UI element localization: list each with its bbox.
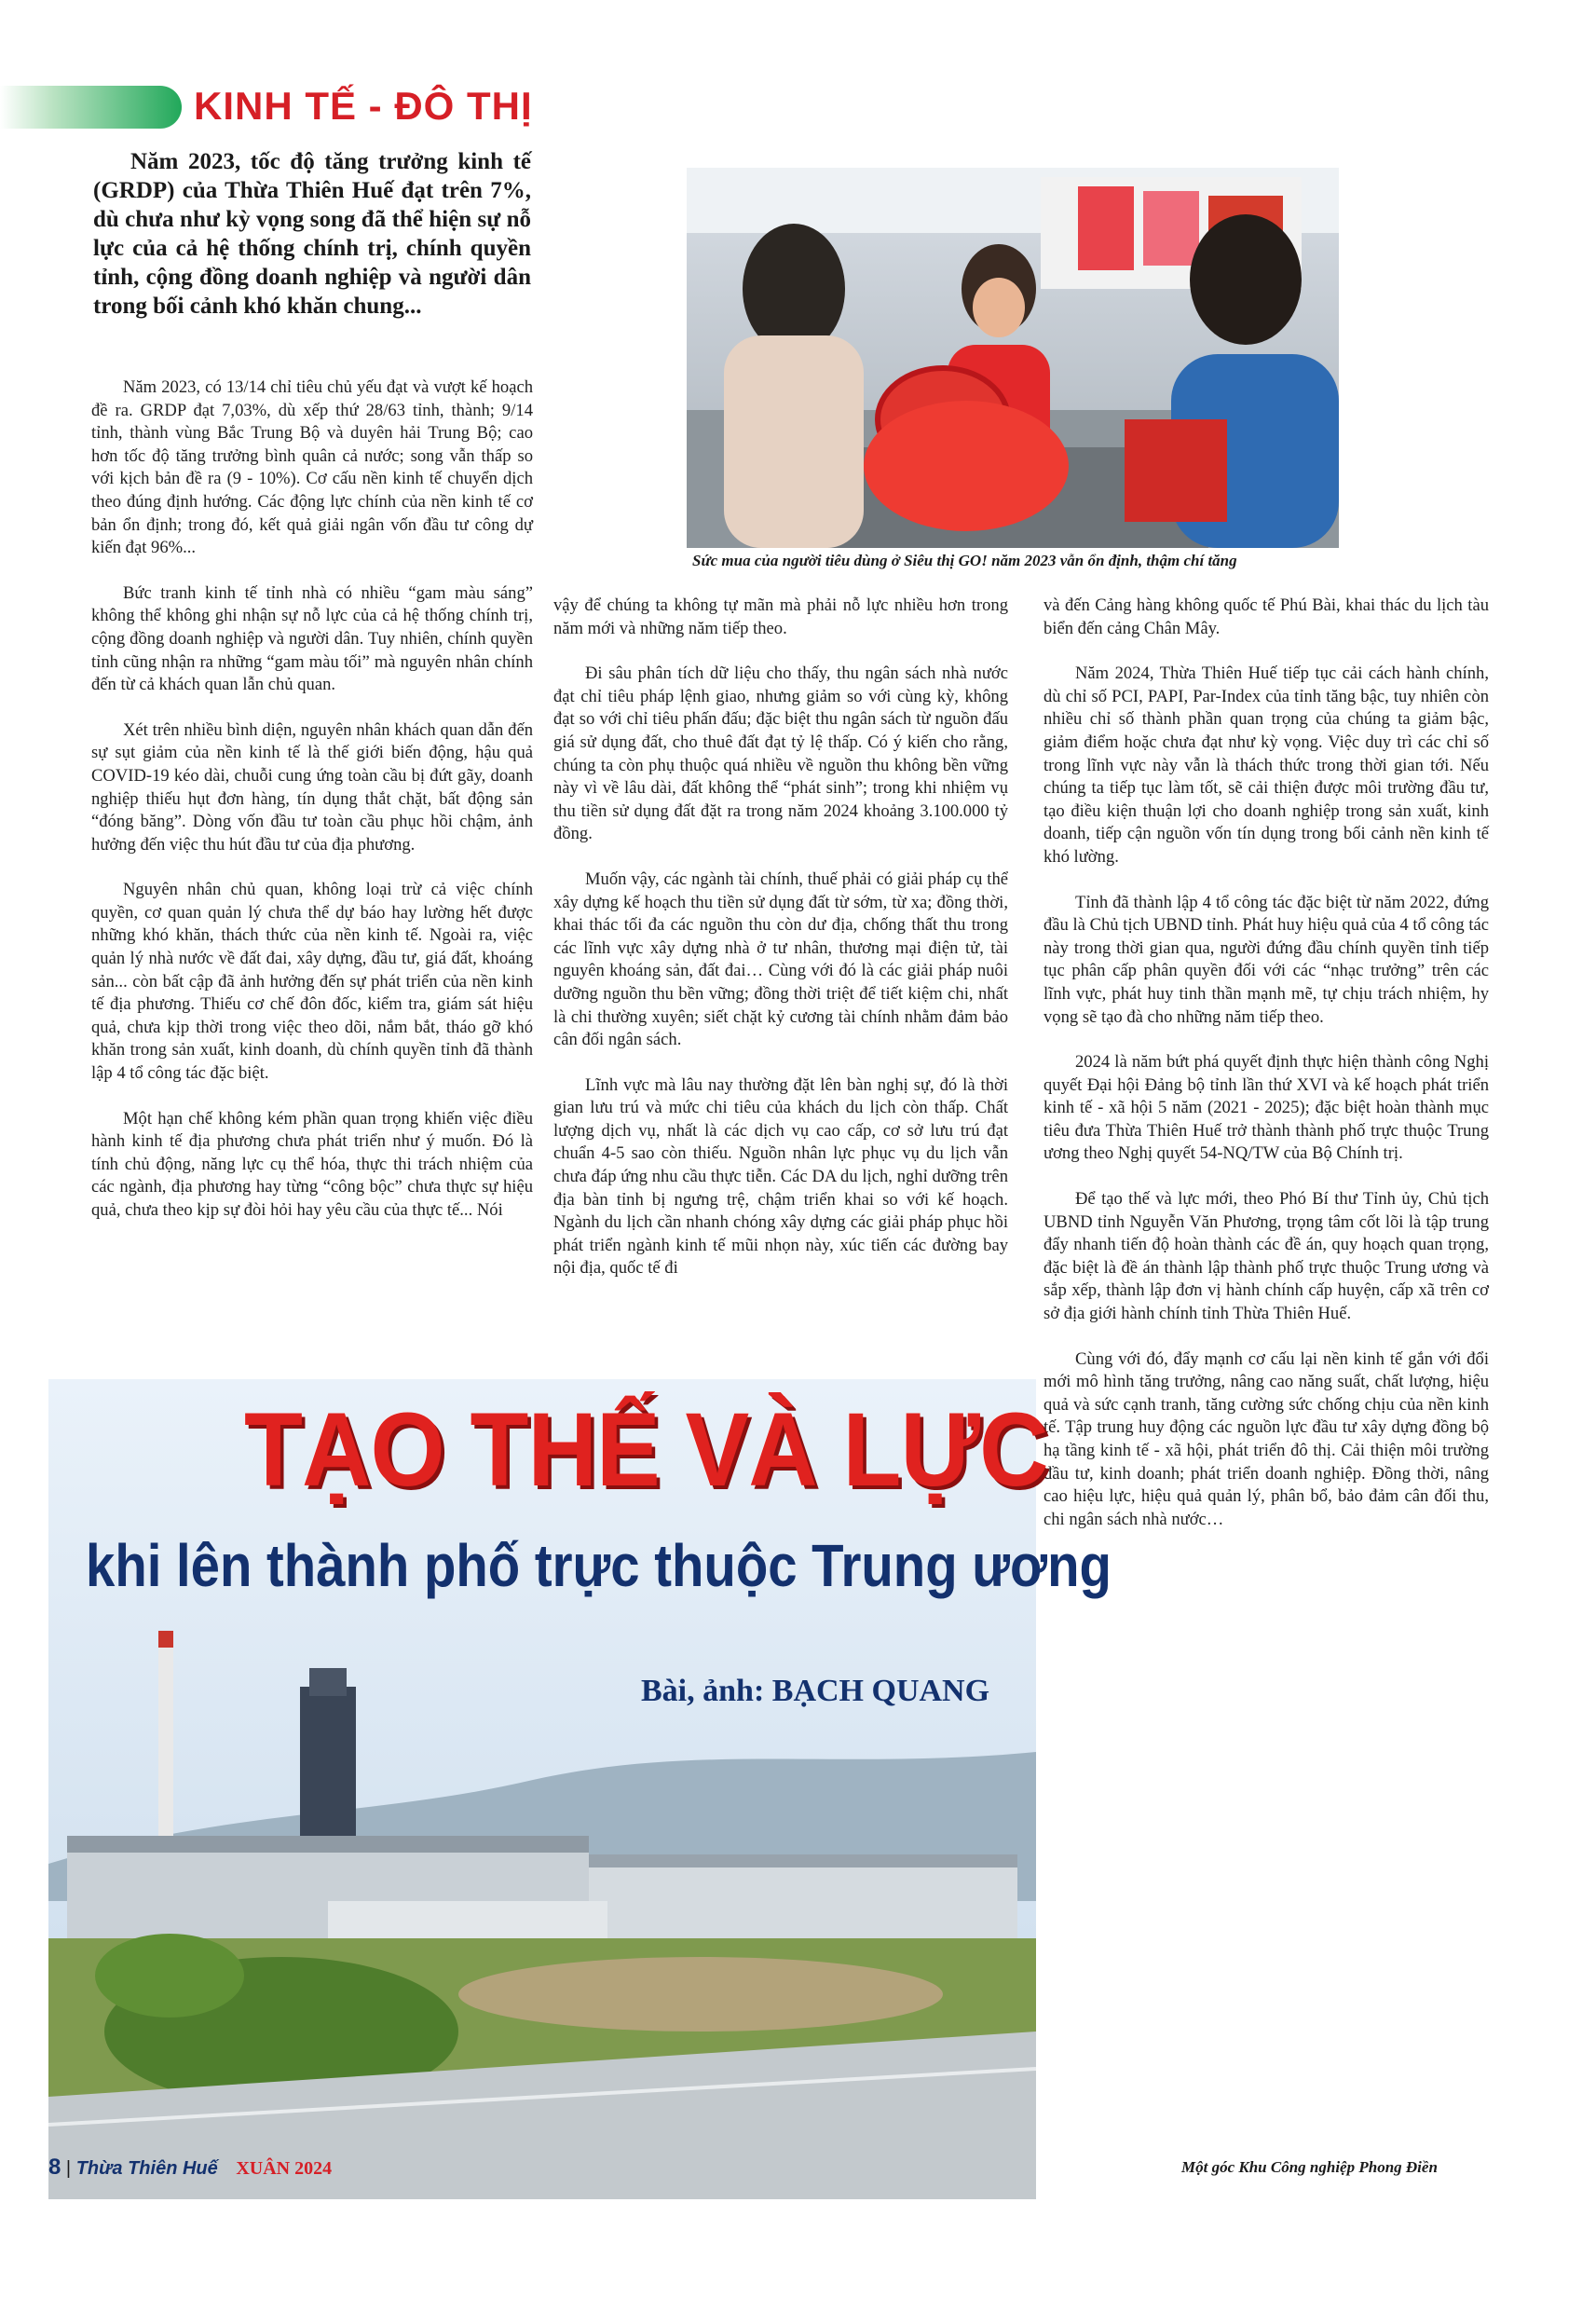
top-photo-caption: Sức mua của người tiêu dùng ở Siêu thị GO! năm 2023 vẫn ổn định, thậm chí tăng bbox=[692, 552, 1237, 569]
section-color-bar bbox=[0, 86, 182, 129]
column-1-paragraph: Xét trên nhiều bình diện, nguyên nhân khách quan dẫn đến sự sụt giảm của nền kinh tế là thế giới biến động, hậu quả COVID-19 kéo dài, chuỗi cung ứng toàn cầu bị đứt gãy, doanh nghiệp thiếu hụt đơn hàng, tín dụng thắt chặt, bất động sản “đóng băng”. Dòng vốn đầu tư toàn cầu phục hồi chậm, ảnh hưởng đến việc thu hút đầu tư của địa phương. bbox=[91, 719, 533, 855]
column-2-paragraph: Đi sâu phân tích dữ liệu cho thấy, thu ngân sách nhà nước đạt chỉ tiêu pháp lệnh giao, nhưng giảm so với cùng kỳ, không đạt so với chỉ tiêu phấn đấu; đặc biệt thu ngân sách từ nguồn đấu giá sử dụng đất, cho thuê đất đạt tỷ lệ thấp. Có ý kiến cho rằng, chúng ta còn phụ thuộc quá nhiều về nguồn thu không bền vững này vì về lâu dài, đất không thể “phát sinh”; trong khi nhiệm vụ thu tiền sử dụng đất đặt ra trong năm 2024 khoảng 3.100.000 tỷ đồng. bbox=[553, 664, 1008, 844]
headline-main: TẠO THẾ VÀ LỰC bbox=[244, 1391, 1048, 1508]
column-3-paragraph: 2024 là năm bứt phá quyết định thực hiện thành công Nghị quyết Đại hội Đảng bộ tỉnh lần thứ XVI và kế hoạch phát triển kinh tế - xã hội 5 năm (2021 - 2025); đặc biệt hoàn thành mục tiêu đưa Thừa Thiên Huế trở thành thành phố trực thuộc Trung ương theo Nghị quyết 54-NQ/TW của Bộ Chính trị. bbox=[1044, 1052, 1489, 1164]
column-2-paragraph: Muốn vậy, các ngành tài chính, thuế phải có giải pháp cụ thể xây dựng kế hoạch thu tiền sử dụng đất từ sớm, từ xa; đồng thời, khai thác tối đa các nguồn thu còn dư địa, chống thất thu trong các lĩnh vực xây dựng nhà ở tư nhân, thương mại điện tử, tài nguyên khoáng sản, đất đai… Cùng với đó là các giải pháp nuôi dưỡng nguồn thu bền vững; đồng thời triệt để tiết kiệm chi, nhất là chi thường xuyên; siết chặt kỷ cương tài chính nhằm đảm bảo cân đối ngân sách. bbox=[553, 869, 1008, 1050]
column-3-paragraph: và đến Cảng hàng không quốc tế Phú Bài, khai thác du lịch tàu biển đến cảng Chân Mây. bbox=[1044, 595, 1489, 638]
page-number: 8 bbox=[48, 2155, 61, 2180]
issue-label: XUÂN 2024 bbox=[236, 2158, 333, 2179]
supermarket-photo bbox=[687, 168, 1339, 548]
column-3-paragraph: Cùng với đó, đẩy mạnh cơ cấu lại nền kinh tế gắn với đổi mới mô hình tăng trưởng, nâng cao năng suất, chất lượng, hiệu quả và sức cạnh tranh, tăng cường sức chống chịu của nền kinh tế. Tập trung huy động các nguồn lực đầu tư xây dựng đồng bộ hạ tầng kinh tế - xã hội, phát triển đô thị. Cải thiện môi trường đầu tư, kinh doanh; phát triển doanh nghiệp. Đồng thời, nâng cao hiệu lực, hiệu quả quản lý, phân bổ, bảo đảm cân đối thu, chi ngân sách nhà nước… bbox=[1044, 1348, 1489, 1529]
article-byline: Bài, ảnh: BẠCH QUANG bbox=[641, 1674, 990, 1708]
column-1-paragraph: Một hạn chế không kém phần quan trọng khiến việc điều hành kinh tế địa phương chưa phát triển như ý muốn. Đó là tính chủ động, năng lực cụ thể hóa, thực thi trách nhiệm của các ngành, địa phương hay từng “công bộc” chưa thực sự hiệu quả, chưa theo kịp sự đòi hỏi hay yêu cầu của thực tế... Nói bbox=[91, 1108, 533, 1220]
column-3-paragraph: Để tạo thế và lực mới, theo Phó Bí thư Tỉnh ủy, Chủ tịch UBND tỉnh Nguyễn Văn Phương, trọng tâm cốt lõi là tập trung đẩy nhanh tiến độ hoàn thành các đề án, quy hoạch quan trọng, đặc biệt là đề án thành lập thành phố trực thuộc Trung ương và sắp xếp, thành lập đơn vị hành chính cấp huyện, cấp xã trên cơ sở địa giới hành chính tỉnh Thừa Thiên Huế. bbox=[1044, 1189, 1489, 1324]
column-2-paragraph: vậy để chúng ta không tự mãn mà phải nỗ lực nhiều hơn trong năm mới và những năm tiếp theo. bbox=[553, 595, 1008, 638]
headline-subtitle: khi lên thành phố trực thuộc Trung ương bbox=[86, 1532, 1112, 1599]
article-lede: Năm 2023, tốc độ tăng trưởng kinh tế (GRDP) của Thừa Thiên Huế đạt trên 7%, dù chưa như kỳ vọng song đã thể hiện sự nỗ lực của cả hệ thống chính trị, chính quyền tỉnh, cộng đồng doanh nghiệp và người dân trong bối cảnh khó khăn chung... bbox=[93, 149, 531, 319]
article-column-2 bbox=[553, 595, 1008, 1303]
bottom-photo-caption: Một góc Khu Công nghiệp Phong Điền bbox=[1181, 2158, 1438, 2176]
column-1-paragraph: Nguyên nhân chủ quan, không loại trừ cả việc chính quyền, cơ quan quản lý chưa thể dự báo hay lường hết được những khó khăn, thách thức của nền kinh tế. Ngoài ra, việc quản lý nhà nước về đất đai, xây dựng, đầu tư, giá đất, khoáng sản... còn bất cập đã ảnh hưởng đến sự phát triển của nền kinh tế địa phương. Thiếu cơ chế đôn đốc, kiểm tra, giám sát hiệu quả, chưa kịp thời trong việc theo dõi, nắm bắt, tháo gỡ khó khăn trong sản xuất, kinh doanh, dù chính quyền tỉnh đã thành lập 4 tổ công tác đặc biệt. bbox=[91, 880, 533, 1084]
article-column-1 bbox=[91, 376, 533, 1245]
article-column-3 bbox=[1044, 595, 1489, 1553]
page-footer bbox=[48, 2155, 332, 2181]
footer-divider: | bbox=[65, 2158, 72, 2179]
column-1-paragraph: Năm 2023, có 13/14 chỉ tiêu chủ yếu đạt và vượt kế hoạch đề ra. GRDP đạt 7,03%, dù xếp thứ 28/63 tỉnh, thành; 9/14 tỉnh, thành vùng Bắc Trung Bộ và duyên hải Trung Bộ; cao hơn tốc độ tăng trưởng bình quân cả nước; song vẫn thấp so với kịch bản đề ra (9 - 10%). Cơ cấu nền kinh tế chuyển dịch theo đúng định hướng. Các động lực chính của nền kinh tế cơ bản ổn định; trong đó, kết quả giải ngân vốn đầu tư công dự kiến đạt 96%... bbox=[91, 377, 533, 558]
magazine-name: Thừa Thiên Huế bbox=[75, 2158, 218, 2179]
section-label: KINH TẾ - ĐÔ THỊ bbox=[194, 84, 533, 128]
column-1-paragraph: Bức tranh kinh tế tỉnh nhà có nhiều “gam màu sáng” không thể không ghi nhận sự nỗ lực của cả hệ thống chính trị, cộng đồng doanh nghiệp và người dân. Tuy nhiên, chính quyền tỉnh cũng nhận ra những “gam màu tối” mà nguyên nhân chính đến từ cả khách quan lẫn chủ quan. bbox=[91, 582, 533, 695]
column-3-paragraph: Tỉnh đã thành lập 4 tổ công tác đặc biệt từ năm 2022, đứng đầu là Chủ tịch UBND tỉnh. Phát huy hiệu quả của 4 tổ công tác này trong thời gian qua, người đứng đầu chính quyền tỉnh tiếp tục phân cấp phân quyền đối với các “nhạc trưởng” trên các lĩnh vực, phát huy tinh thần mạnh mẽ, tự chịu trách nhiệm, hy vọng sẽ tạo đà cho những năm tiếp theo. bbox=[1044, 892, 1489, 1027]
column-3-paragraph: Năm 2024, Thừa Thiên Huế tiếp tục cải cách hành chính, dù chỉ số PCI, PAPI, Par-Index của tỉnh tăng bậc, tuy nhiên còn nhiều chỉ số thành phần quan trọng của chúng ta giảm bậc, giảm điểm hoặc chưa đạt như kỳ vọng. Việc duy trì các chỉ số trong lĩnh vực này vẫn là thách thức trong thời gian tới. Nếu chúng ta tiếp tục làm tốt, sẽ cải thiện được môi trường đầu tư, tạo điều kiện thuận lợi cho doanh nghiệp trong sản xuất, kinh doanh, tiếp cận nguồn vốn tín dụng trong bối cảnh nền kinh tế khó lường. bbox=[1044, 664, 1489, 867]
column-2-paragraph: Lĩnh vực mà lâu nay thường đặt lên bàn nghị sự, đó là thời gian lưu trú và mức chi tiêu của khách du lịch còn thấp. Chất lượng dịch vụ, nhất là các dịch vụ cao cấp, cơ sở lưu trú đạt chuẩn 4-5 sao còn thiếu. Nguồn nhân lực phục vụ du lịch vẫn chưa đáp ứng nhu cầu thực tiễn. Các DA du lịch, nghỉ dưỡng trên địa bàn tỉnh bị ngưng trệ, chậm triển khai so với kế hoạch. Ngành du lịch cần nhanh chóng xây dựng các giải pháp phục hồi phát triển ngành kinh tế mũi nhọn này, xúc tiến các đường bay nội địa, quốc tế đi bbox=[553, 1074, 1008, 1279]
